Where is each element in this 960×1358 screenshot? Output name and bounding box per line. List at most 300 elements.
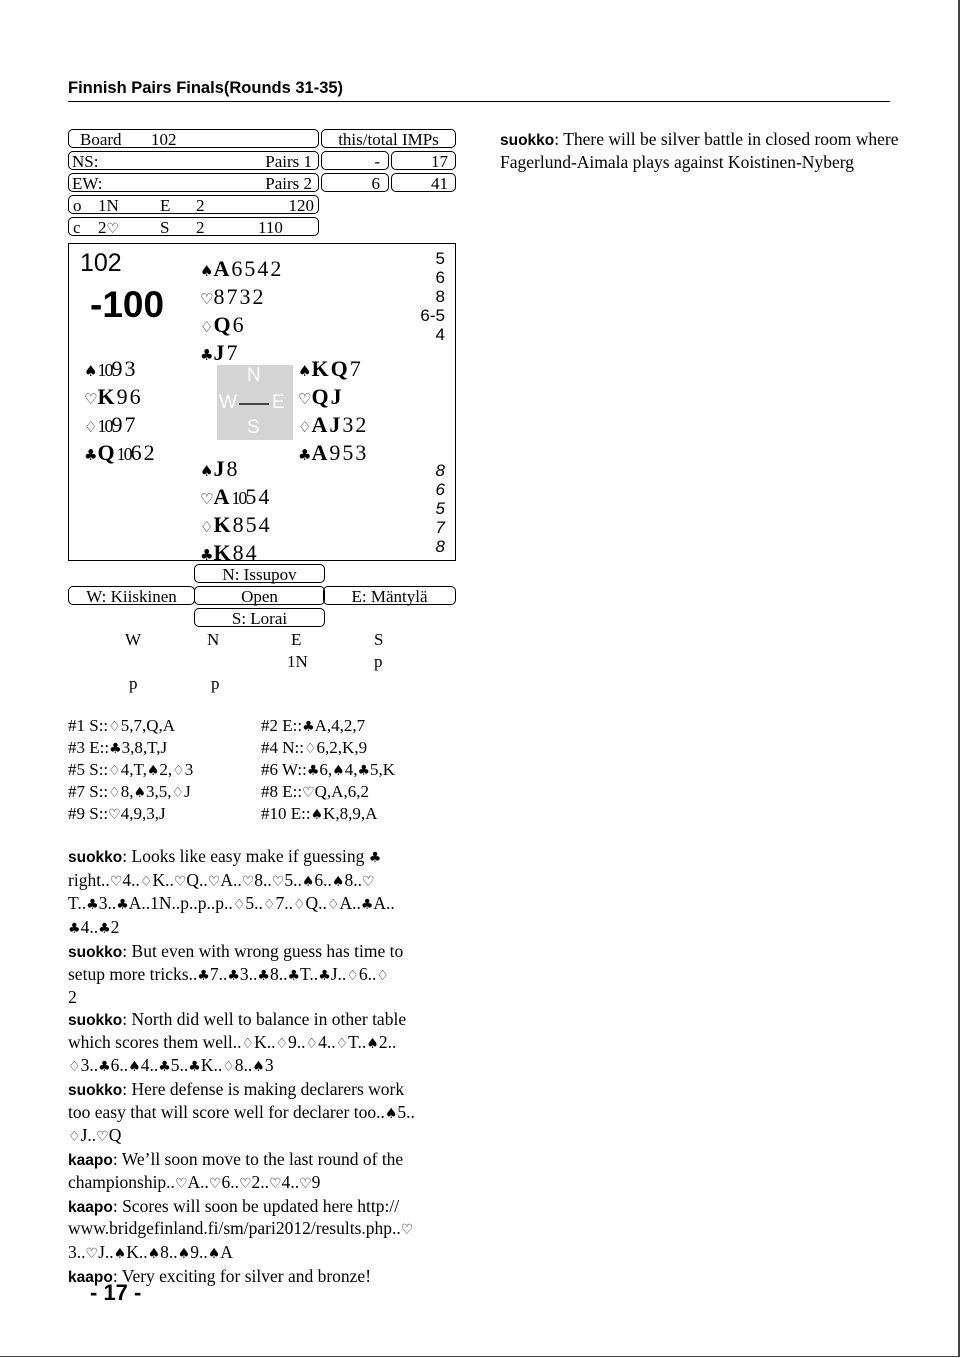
east-hearts bbox=[298, 384, 368, 412]
comment-text: A..1N..p..p..p.. bbox=[128, 893, 233, 914]
auction-bid: p bbox=[374, 652, 383, 671]
ew-pair: Pairs 2 bbox=[265, 174, 312, 193]
compass-south: S bbox=[247, 417, 260, 438]
heart-icon: ♡ bbox=[299, 1175, 312, 1192]
heart-icon: ♡ bbox=[200, 290, 214, 308]
comment-entry bbox=[68, 1009, 468, 1079]
club-icon: ♣ bbox=[257, 967, 270, 984]
colon: : bbox=[122, 1079, 128, 1100]
board-cell bbox=[68, 129, 319, 148]
comment-text: Very exciting for silver and bronze! bbox=[121, 1265, 372, 1286]
comment-text: 8.. bbox=[234, 1055, 253, 1076]
comment-text: J.. bbox=[98, 1241, 114, 1262]
auction-header-n: N bbox=[207, 630, 220, 649]
closed-tricks: 2 bbox=[196, 218, 205, 237]
spade-icon: ♠ bbox=[177, 1245, 191, 1262]
comment-text: 2.. bbox=[378, 1031, 397, 1052]
trick-2 bbox=[261, 716, 365, 737]
ew-this-imps: 6 bbox=[321, 173, 389, 192]
east-clubs-cards: A953 bbox=[311, 440, 369, 465]
trick-count: 6 bbox=[435, 268, 445, 287]
comment-text: 8.. bbox=[344, 869, 362, 890]
auction-bid: 1N bbox=[287, 652, 308, 671]
club-icon: ♣ bbox=[86, 897, 99, 914]
trick-label: #9 S:: bbox=[68, 804, 109, 823]
comment-text: 3.. bbox=[68, 1241, 86, 1262]
west-clubs bbox=[84, 440, 157, 468]
trick-label: #1 S:: bbox=[68, 716, 109, 735]
diamond-icon: ♢ bbox=[172, 763, 185, 779]
trick-count: 8 bbox=[435, 461, 445, 480]
trick-label: #10 E:: bbox=[261, 804, 311, 823]
heart-icon: ♡ bbox=[298, 390, 312, 408]
heart-icon: ♡ bbox=[200, 490, 214, 508]
trick-cards: 2, bbox=[159, 760, 173, 779]
trick-count: 5 bbox=[435, 499, 445, 518]
open-tricks: 2 bbox=[196, 196, 205, 215]
south-diamonds bbox=[200, 512, 272, 540]
trick-count: 8 bbox=[435, 537, 445, 556]
heart-icon: ♡ bbox=[84, 390, 98, 408]
comment-text: 2 bbox=[110, 917, 120, 938]
comment-text: 9.. bbox=[190, 1241, 208, 1262]
diamond-icon: ♢ bbox=[335, 1035, 349, 1052]
comment-text: 7.. bbox=[275, 893, 293, 914]
diamond-icon: ♢ bbox=[84, 418, 98, 436]
comment-text: setup more tricks.. bbox=[68, 963, 198, 984]
heart-icon: ♡ bbox=[208, 1175, 222, 1192]
ns-label: NS: bbox=[72, 152, 99, 171]
south-hand bbox=[200, 456, 272, 568]
diamond-icon: ♢ bbox=[139, 873, 153, 890]
trick-6 bbox=[261, 760, 395, 781]
north-clubs bbox=[200, 340, 283, 368]
comment-entry bbox=[68, 846, 468, 941]
diamond-icon: ♢ bbox=[241, 1035, 255, 1052]
comment-text: 5.. bbox=[397, 1101, 415, 1122]
east-diamonds bbox=[298, 412, 368, 440]
open-declarer: E bbox=[160, 196, 171, 215]
comment-text: 4.. bbox=[80, 917, 99, 938]
spade-icon: ♠ bbox=[298, 362, 312, 380]
comment-text: K.. bbox=[152, 869, 174, 890]
trick-cards: K,8,9,A bbox=[323, 804, 378, 823]
trick-cards: J bbox=[184, 782, 191, 801]
auction-bid: p bbox=[211, 674, 220, 693]
diamond-icon: ♢ bbox=[326, 897, 340, 914]
trick-cards: 3 bbox=[184, 760, 194, 779]
comment-text: too easy that will score well for declarer too.. bbox=[68, 1101, 385, 1122]
diamond-icon: ♢ bbox=[108, 719, 121, 735]
trick-label: #4 N:: bbox=[261, 738, 304, 757]
diamond-icon: ♢ bbox=[68, 1059, 81, 1076]
colon: : bbox=[112, 1265, 118, 1286]
comment-text: 6.. bbox=[110, 1055, 129, 1076]
diamond-icon: ♢ bbox=[376, 967, 389, 984]
heart-icon: ♡ bbox=[109, 873, 123, 890]
west-diamonds-cards: 1097 bbox=[97, 412, 138, 437]
west-hand bbox=[84, 356, 157, 468]
colon: : bbox=[112, 1149, 118, 1170]
comment-text: Q bbox=[108, 1125, 122, 1146]
trick-cards: 8, bbox=[120, 782, 134, 801]
east-hearts-cards: QJ bbox=[311, 384, 344, 409]
club-icon: ♣ bbox=[68, 921, 81, 938]
spade-icon: ♠ bbox=[128, 1059, 141, 1076]
heart-icon: ♡ bbox=[361, 873, 375, 890]
north-hearts-cards: 8732 bbox=[213, 284, 266, 309]
tricks-top-column bbox=[385, 249, 445, 344]
spade-icon: ♠ bbox=[384, 1105, 398, 1122]
comment-text: 5.. bbox=[170, 1055, 189, 1076]
trick-label: #3 E:: bbox=[68, 738, 110, 757]
west-hearts-cards: K96 bbox=[97, 384, 143, 409]
commenter-name: suokko bbox=[68, 849, 123, 866]
club-icon: ♣ bbox=[84, 446, 98, 464]
colon: : bbox=[122, 1008, 128, 1029]
comment-text: championship.. bbox=[68, 1171, 175, 1192]
trick-4 bbox=[261, 738, 367, 759]
diamond-icon: ♢ bbox=[68, 1129, 81, 1146]
comment-text: But even with wrong guess has time to bbox=[131, 940, 404, 961]
club-icon: ♣ bbox=[158, 1059, 171, 1076]
diamond-icon: ♢ bbox=[298, 418, 312, 436]
comment-text: 2.. bbox=[251, 1171, 270, 1192]
comment-entry bbox=[68, 1149, 468, 1195]
commenter-name: suokko bbox=[68, 1011, 123, 1029]
club-icon: ♣ bbox=[109, 741, 122, 757]
ns-cell bbox=[68, 151, 319, 170]
heart-icon: ♡ bbox=[85, 1245, 99, 1262]
spade-icon: ♠ bbox=[310, 807, 324, 823]
east-clubs bbox=[298, 440, 368, 468]
club-icon: ♣ bbox=[357, 763, 370, 779]
imps-header: this/total IMPs bbox=[321, 129, 456, 148]
west-clubs-cards: Q1062 bbox=[97, 440, 157, 465]
spade-icon: ♠ bbox=[146, 763, 160, 779]
auction-header-w: W bbox=[125, 630, 142, 649]
comment-text: K.. bbox=[254, 1031, 276, 1052]
heart-icon: ♡ bbox=[207, 873, 221, 890]
north-diamonds bbox=[200, 312, 283, 340]
room-name: Open bbox=[194, 586, 325, 605]
trick-cards: 6,2,K,9 bbox=[316, 738, 368, 757]
south-diamonds-cards: K854 bbox=[213, 512, 272, 537]
comment-text: T.. bbox=[348, 1031, 367, 1052]
club-icon: ♣ bbox=[318, 967, 331, 984]
header-rule bbox=[68, 101, 890, 102]
east-diamonds-cards: AJ32 bbox=[311, 412, 369, 437]
trick-8 bbox=[261, 782, 369, 803]
club-icon: ♣ bbox=[302, 719, 315, 735]
trick-count: 4 bbox=[435, 325, 445, 344]
open-contract: 1N bbox=[98, 196, 119, 215]
club-icon: ♣ bbox=[306, 763, 320, 779]
comment-text: A.. bbox=[187, 1171, 209, 1192]
commenter-name: kaapo bbox=[68, 1268, 113, 1286]
deal-board-number: 102 bbox=[80, 249, 122, 277]
trick-count: 8 bbox=[435, 287, 445, 306]
west-spades-cards: 1093 bbox=[97, 356, 138, 381]
trick-9 bbox=[68, 804, 166, 825]
comment-text: T.. bbox=[68, 893, 87, 914]
diamond-icon: ♢ bbox=[171, 785, 185, 801]
trick-count: 6-5 bbox=[420, 306, 445, 325]
page-number: - 17 - bbox=[90, 1280, 142, 1305]
trick-cards: A,4,2,7 bbox=[314, 716, 366, 735]
board-number: 102 bbox=[151, 130, 177, 149]
comment-text: K.. bbox=[200, 1055, 223, 1076]
spade-icon: ♠ bbox=[301, 873, 315, 890]
south-spades-cards: J8 bbox=[213, 456, 240, 481]
comment-text: Scores will soon be updated here http:// bbox=[122, 1195, 400, 1216]
trick-cards: 3,8,T,J bbox=[121, 738, 168, 757]
diamond-icon: ♢ bbox=[200, 518, 214, 536]
comment-text: 7.. bbox=[209, 963, 228, 984]
closed-room-label: c bbox=[73, 218, 81, 237]
comment-text: 3.. bbox=[239, 963, 258, 984]
club-icon: ♣ bbox=[287, 967, 301, 984]
trick-cards: 4, bbox=[344, 760, 358, 779]
diamond-icon: ♢ bbox=[346, 967, 359, 984]
deal-score: -100 bbox=[90, 284, 165, 325]
spade-icon: ♠ bbox=[200, 262, 214, 280]
club-icon: ♣ bbox=[368, 850, 382, 866]
comment-text: A bbox=[220, 1241, 233, 1262]
comment-text: 8.. bbox=[269, 963, 288, 984]
comment-text: Q.. bbox=[305, 893, 327, 914]
comment-text: A.. bbox=[220, 869, 242, 890]
spade-icon: ♠ bbox=[332, 763, 345, 779]
spade-icon: ♠ bbox=[207, 1245, 221, 1262]
heart-icon: ♡ bbox=[96, 1129, 109, 1146]
comment-text: 8.. bbox=[254, 869, 272, 890]
comment-text: There will be silver battle in closed room where Fagerlund-Aimala plays against Koistinen-Nyberg bbox=[500, 129, 899, 172]
player-east: E: Mäntylä bbox=[323, 586, 456, 605]
trick-label: #2 E:: bbox=[261, 716, 303, 735]
club-icon: ♣ bbox=[200, 546, 214, 564]
ew-cell bbox=[68, 173, 319, 192]
north-clubs-cards: J7 bbox=[213, 340, 240, 365]
spade-icon: ♠ bbox=[252, 1059, 265, 1076]
auction-header-e: E bbox=[291, 630, 302, 649]
closed-contract-level: 2 bbox=[98, 218, 107, 237]
club-icon: ♣ bbox=[98, 921, 111, 938]
commenter-name: kaapo bbox=[68, 1198, 113, 1216]
comment-text: Here defense is making declarers work bbox=[131, 1079, 405, 1100]
west-spades bbox=[84, 356, 157, 384]
heart-icon: ♡ bbox=[400, 1222, 414, 1239]
club-icon: ♣ bbox=[98, 1059, 111, 1076]
comment-text: 4.. bbox=[140, 1055, 159, 1076]
trick-cards: 3,5, bbox=[146, 782, 172, 801]
east-hand bbox=[298, 356, 368, 468]
comment-text: 4.. bbox=[281, 1171, 300, 1192]
diamond-icon: ♢ bbox=[222, 1059, 235, 1076]
compass-east: E bbox=[272, 392, 285, 413]
comment-text: 3.. bbox=[98, 893, 117, 914]
comment-text: T.. bbox=[300, 963, 319, 984]
spade-icon: ♠ bbox=[147, 1245, 161, 1262]
heart-icon: ♡ bbox=[271, 873, 285, 890]
comment-text: 9.. bbox=[288, 1031, 306, 1052]
comment-text: 8.. bbox=[160, 1241, 178, 1262]
comment-text: We’ll soon move to the last round of the bbox=[121, 1149, 404, 1170]
trick-count: 6 bbox=[435, 480, 445, 499]
trick-7 bbox=[68, 782, 191, 803]
club-icon: ♣ bbox=[360, 897, 374, 914]
north-spades bbox=[200, 256, 283, 284]
open-score: 120 bbox=[288, 196, 314, 215]
heart-icon: ♡ bbox=[241, 873, 255, 890]
north-hand bbox=[200, 256, 283, 368]
trick-label: #7 S:: bbox=[68, 782, 109, 801]
comment-text: 3.. bbox=[80, 1055, 99, 1076]
ns-pair: Pairs 1 bbox=[265, 152, 312, 171]
ew-total-imps: 41 bbox=[391, 173, 456, 192]
trick-3 bbox=[68, 738, 167, 759]
compass-divider bbox=[239, 403, 269, 405]
club-icon: ♣ bbox=[188, 1059, 201, 1076]
compass-north: N bbox=[247, 365, 261, 386]
commenter-name: suokko bbox=[500, 132, 555, 149]
colon: : bbox=[122, 846, 128, 866]
comment-text: Q.. bbox=[186, 869, 208, 890]
comment-text: Looks like easy make if guessing bbox=[131, 846, 365, 866]
auction-header-s: S bbox=[374, 630, 384, 649]
trick-cards: Q,A,6,2 bbox=[314, 782, 369, 801]
comment-entry bbox=[68, 1079, 468, 1149]
spade-icon: ♠ bbox=[200, 462, 214, 480]
diamond-icon: ♢ bbox=[275, 1035, 289, 1052]
north-diamonds-cards: Q6 bbox=[213, 312, 246, 337]
comment-text: 6.. bbox=[358, 963, 377, 984]
ns-total-imps: 17 bbox=[391, 151, 456, 170]
closed-declarer: S bbox=[160, 218, 170, 237]
heart-icon: ♡ bbox=[174, 1175, 188, 1192]
closed-score: 110 bbox=[258, 218, 283, 237]
trick-cards: 5,7,Q,A bbox=[120, 716, 176, 735]
diamond-icon: ♢ bbox=[292, 897, 306, 914]
open-room-result bbox=[68, 195, 319, 214]
player-west: W: Kiiskinen bbox=[68, 586, 195, 605]
west-hearts bbox=[84, 384, 157, 412]
compass-west: W bbox=[219, 392, 237, 413]
spade-icon: ♠ bbox=[133, 785, 147, 801]
ns-this-imps: - bbox=[321, 151, 389, 170]
trick-cards: 4,T, bbox=[120, 760, 147, 779]
comment-text: A.. bbox=[339, 893, 361, 914]
trick-cards: 5,K bbox=[370, 760, 396, 779]
closed-contract bbox=[98, 218, 119, 239]
comment-text: 9 bbox=[311, 1171, 321, 1192]
south-spades bbox=[200, 456, 272, 484]
comment-text: 2 bbox=[68, 987, 77, 1008]
heart-icon: ♡ bbox=[269, 1175, 282, 1192]
diamond-icon: ♢ bbox=[232, 897, 246, 914]
player-south: S: Lorai bbox=[194, 608, 325, 627]
comment-top bbox=[500, 129, 900, 173]
commenter-name: suokko bbox=[68, 943, 123, 961]
heart-icon: ♡ bbox=[108, 807, 121, 823]
trick-cards: 4,9,3,J bbox=[120, 804, 166, 823]
tricks-bottom-column bbox=[385, 461, 445, 556]
comment-text: 3 bbox=[264, 1055, 274, 1076]
diamond-icon: ♢ bbox=[305, 1035, 319, 1052]
closed-room-result bbox=[68, 217, 319, 236]
diamond-icon: ♢ bbox=[108, 785, 121, 801]
club-icon: ♣ bbox=[298, 446, 312, 464]
spade-icon: ♠ bbox=[84, 362, 98, 380]
diamond-icon: ♢ bbox=[108, 763, 121, 779]
commenter-name: suokko bbox=[68, 1082, 123, 1100]
comment-text: right.. bbox=[68, 869, 110, 890]
heart-icon: ♡ bbox=[238, 1175, 252, 1192]
east-spades bbox=[298, 356, 368, 384]
spade-icon: ♠ bbox=[113, 1245, 127, 1262]
player-north: N: Issupov bbox=[194, 564, 325, 583]
club-icon: ♣ bbox=[200, 346, 214, 364]
comment-text: J.. bbox=[80, 1125, 97, 1146]
comment-text: 4.. bbox=[122, 869, 140, 890]
comment-text: 6.. bbox=[221, 1171, 239, 1192]
comment-text: K.. bbox=[126, 1241, 148, 1262]
trick-label: #8 E:: bbox=[261, 782, 303, 801]
club-icon: ♣ bbox=[197, 967, 210, 984]
page-header-title: Finnish Pairs Finals(Rounds 31-35) bbox=[68, 79, 344, 97]
comment-text: North did well to balance in other table bbox=[131, 1008, 407, 1029]
board-label: Board bbox=[80, 130, 122, 149]
comment-entry bbox=[68, 1196, 468, 1266]
commenter-name: kaapo bbox=[68, 1152, 113, 1170]
commentary bbox=[68, 846, 468, 1288]
south-hearts bbox=[200, 484, 272, 512]
comment-text: 4.. bbox=[318, 1031, 336, 1052]
heart-icon: ♡ bbox=[173, 873, 187, 890]
club-icon: ♣ bbox=[116, 897, 129, 914]
trick-label: #5 S:: bbox=[68, 760, 109, 779]
open-room-label: o bbox=[73, 196, 82, 215]
ew-label: EW: bbox=[72, 174, 103, 193]
trick-5 bbox=[68, 760, 193, 781]
north-hearts bbox=[200, 284, 283, 312]
comment-text: 5.. bbox=[284, 869, 302, 890]
trick-count: 7 bbox=[435, 518, 445, 537]
colon: : bbox=[122, 940, 128, 961]
results-link[interactable]: www.bridgefinland.fi/sm/pari2012/results.php.. bbox=[68, 1218, 401, 1239]
diamond-icon: ♢ bbox=[303, 741, 317, 757]
comment-text: J.. bbox=[330, 963, 347, 984]
colon: : bbox=[112, 1195, 118, 1216]
trick-label: #6 W:: bbox=[261, 760, 307, 779]
comment-text: 5.. bbox=[245, 893, 263, 914]
trick-count: 5 bbox=[435, 249, 445, 268]
trick-1 bbox=[68, 716, 175, 737]
auction-bid: p bbox=[129, 674, 138, 693]
diamond-icon: ♢ bbox=[262, 897, 276, 914]
trick-cards: 6, bbox=[319, 760, 333, 779]
south-clubs-cards: K84 bbox=[213, 540, 259, 565]
comment-entry bbox=[68, 941, 468, 1009]
club-icon: ♣ bbox=[227, 967, 240, 984]
comment-text: which scores them well.. bbox=[68, 1031, 242, 1052]
trick-10 bbox=[261, 804, 377, 825]
comment-text: 6.. bbox=[314, 869, 332, 890]
spade-icon: ♠ bbox=[366, 1035, 379, 1052]
west-diamonds bbox=[84, 412, 157, 440]
east-spades-cards: KQ7 bbox=[311, 356, 363, 381]
heart-icon: ♡ bbox=[302, 785, 315, 801]
